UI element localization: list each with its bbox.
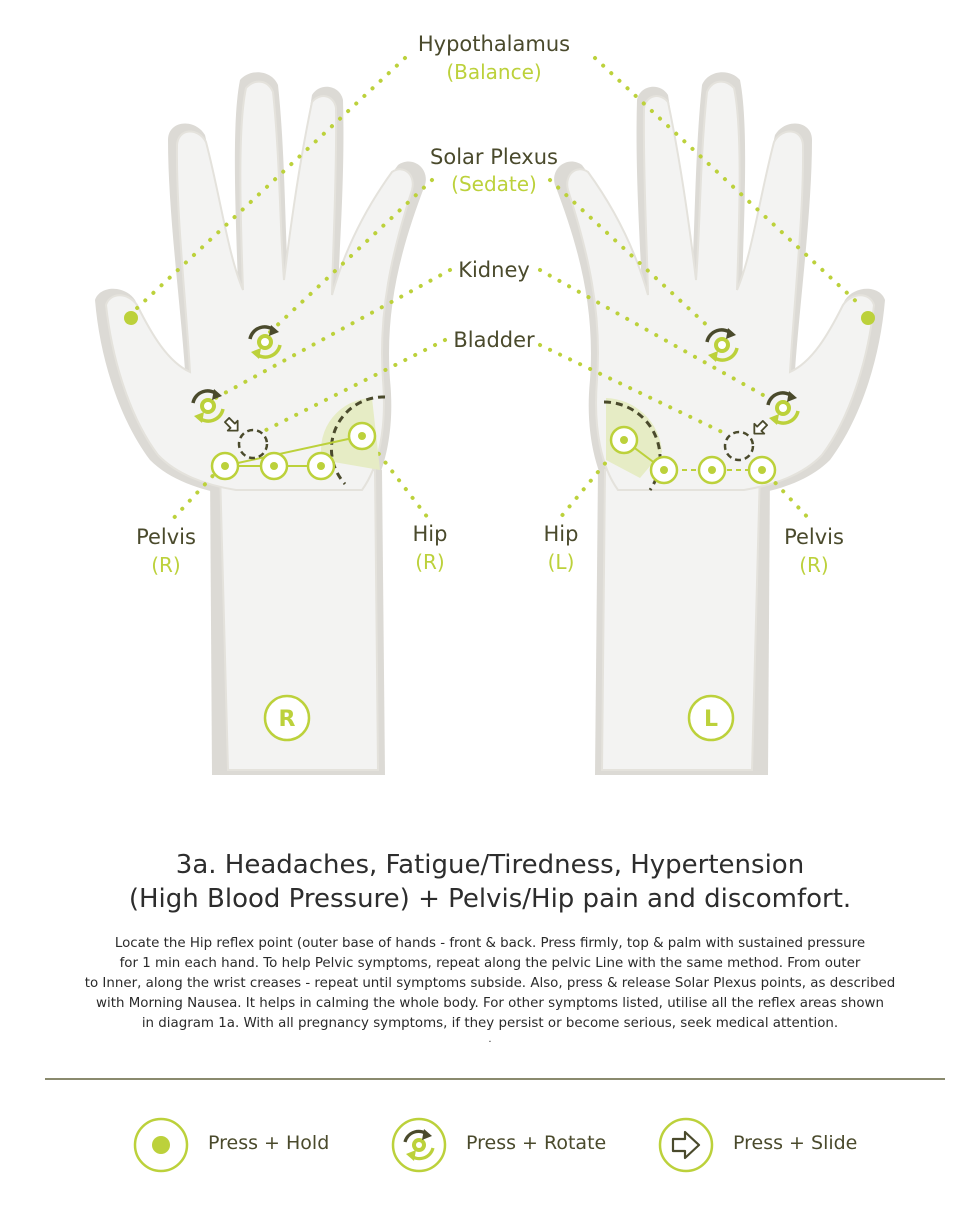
legend-press-slide-label: Press + Slide	[733, 1132, 858, 1154]
right-hand-badge-letter: R	[278, 707, 296, 732]
press-hold-icon	[135, 1119, 187, 1171]
instructions-line: for 1 min each hand. To help Pelvic symptoms, repeat along the pelvic Line with the same method. From outer	[119, 956, 861, 971]
label-hypothalamus-sub: (Balance)	[446, 60, 542, 84]
label-hip-left-hand: Hip	[543, 522, 579, 546]
label-pelvis-left-hand-sub: (R)	[799, 553, 829, 577]
press-rotate-icon	[393, 1119, 445, 1171]
label-solar-plexus: Solar Plexus	[430, 145, 558, 169]
legend-press-rotate-label: Press + Rotate	[466, 1132, 607, 1154]
press-slide-icon	[660, 1119, 712, 1171]
instructions-line: Locate the Hip reflex point (outer base of hands - front & back. Press firmly, top & palm with sustained pressure	[114, 936, 866, 951]
right-hand-badge	[265, 696, 309, 740]
left-hand-badge-letter: L	[703, 707, 719, 732]
label-pelvis-right-hand-sub: (R)	[151, 553, 181, 577]
hypothalamus-point-left-hand	[861, 311, 875, 325]
instructions-line: .	[488, 1034, 492, 1045]
label-hip-left-hand-sub: (L)	[547, 550, 575, 574]
label-pelvis-left-hand: Pelvis	[784, 525, 844, 549]
instructions-line: with Morning Nausea. It helps in calming the whole body. For other symptoms listed, utilise all the reflex areas shown	[96, 996, 884, 1011]
divider	[45, 1078, 945, 1080]
label-hip-right-hand: Hip	[412, 522, 448, 546]
instructions-line: to Inner, along the wrist creases - repeat until symptoms subside. Also, press & release Solar Plexus points, as described	[84, 976, 896, 991]
label-hip-right-hand-sub: (R)	[415, 550, 445, 574]
label-pelvis-right-hand: Pelvis	[136, 525, 196, 549]
right-hand	[95, 72, 426, 775]
label-bladder: Bladder	[453, 328, 535, 352]
caption-line-2: (High Blood Pressure) + Pelvis/Hip pain and discomfort.	[128, 884, 852, 914]
left-hand-badge	[689, 696, 733, 740]
label-kidney: Kidney	[458, 258, 530, 282]
hypothalamus-point-right-hand	[124, 311, 138, 325]
legend-press-hold-label: Press + Hold	[208, 1132, 330, 1154]
caption-line-1: 3a. Headaches, Fatigue/Tiredness, Hypertension	[175, 850, 805, 880]
label-solar-plexus-sub: (Sedate)	[451, 172, 537, 196]
instructions-text	[60, 934, 920, 1046]
diagram-caption	[60, 848, 920, 916]
left-hand	[554, 72, 885, 775]
instructions-line: in diagram 1a. With all pregnancy symptoms, if they persist or become serious, seek medical attention.	[141, 1016, 839, 1031]
label-hypothalamus: Hypothalamus	[417, 32, 571, 56]
